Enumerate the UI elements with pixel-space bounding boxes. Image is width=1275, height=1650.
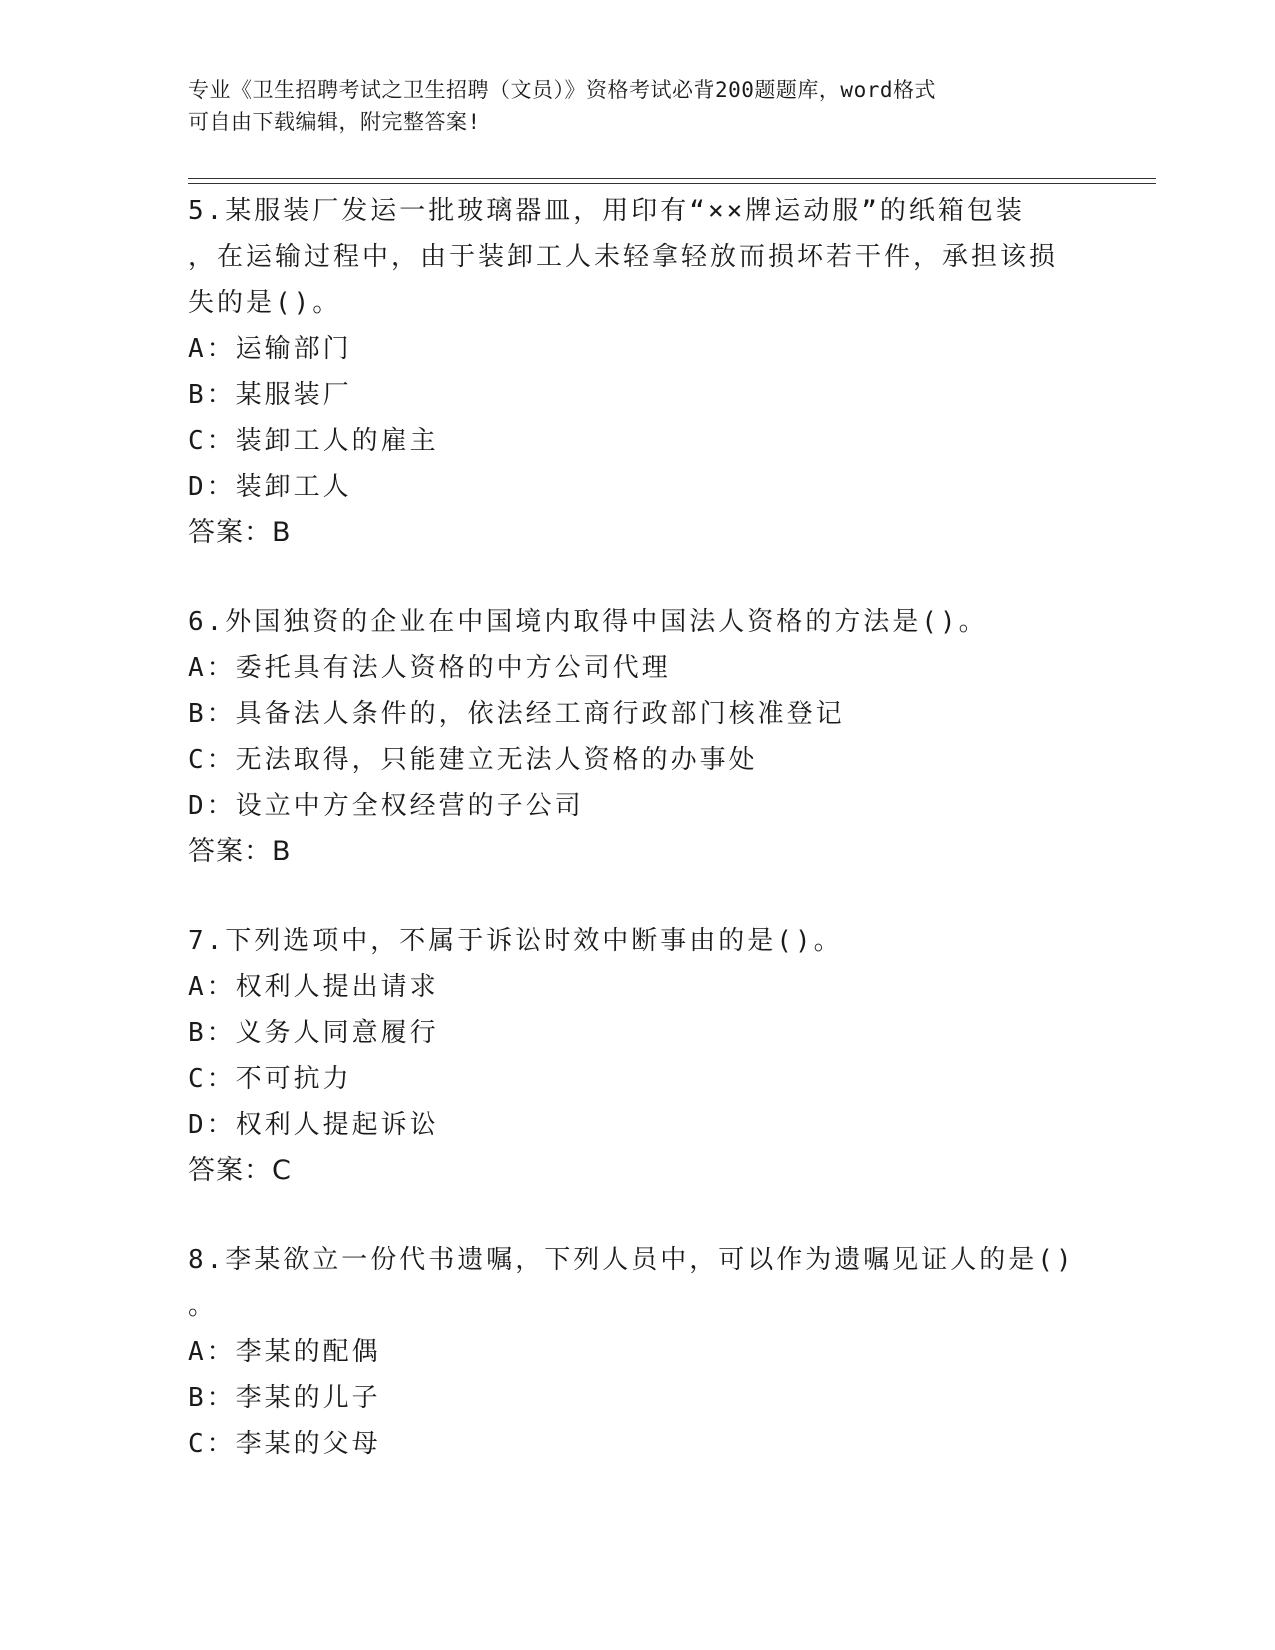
option-d: D：权利人提起诉讼 [188, 1110, 439, 1140]
option-d: D：设立中方全权经营的子公司 [188, 791, 584, 821]
question-spacer [188, 1194, 1088, 1237]
option-b: B：某服装厂 [188, 380, 352, 410]
question-stem-line: 5.某服装厂发运一批玻璃器皿，用印有“××牌运动服”的纸箱包装 [188, 196, 1025, 226]
header-line-2: 可自由下载编辑，附完整答案! [188, 110, 481, 134]
option-b: B：义务人同意履行 [188, 1018, 439, 1048]
question-stem-line: ，在运输过程中，由于装卸工人未轻拿轻放而损坏若干件，承担该损 [188, 242, 1059, 272]
option-a: A：李某的配偶 [188, 1337, 381, 1367]
question-7 [188, 918, 1088, 1194]
option-b: B：李某的儿子 [188, 1383, 381, 1413]
option-c: C：李某的父母 [188, 1429, 381, 1459]
answer-line: 答案：C [188, 1155, 292, 1186]
question-spacer [188, 556, 1088, 599]
option-a: A：运输部门 [188, 334, 352, 364]
option-c: C：不可抗力 [188, 1064, 352, 1094]
option-d: D：装卸工人 [188, 472, 352, 502]
question-list [188, 188, 1088, 1467]
question-5 [188, 188, 1088, 556]
option-c: C：无法取得，只能建立无法人资格的办事处 [188, 745, 758, 775]
question-stem-line: 7.下列选项中，不属于诉讼时效中断事由的是()。 [188, 926, 843, 956]
question-8 [188, 1237, 1088, 1467]
header-line-1: 专业《卫生招聘考试之卫生招聘（文员）》资格考试必背200题题库，word格式 [188, 78, 936, 102]
header-divider-top [188, 178, 1156, 179]
option-c: C：装卸工人的雇主 [188, 426, 439, 456]
option-a: A：权利人提出请求 [188, 972, 439, 1002]
answer-line: 答案：B [188, 517, 292, 548]
question-stem-line: 6.外国独资的企业在中国境内取得中国法人资格的方法是()。 [188, 607, 988, 637]
option-b: B：具备法人条件的，依法经工商行政部门核准登记 [188, 699, 845, 729]
document-header [188, 74, 1068, 138]
question-stem-line: 8.李某欲立一份代书遗嘱，下列人员中，可以作为遗嘱见证人的是() [188, 1245, 1075, 1275]
question-spacer [188, 875, 1088, 918]
answer-line: 答案：B [188, 836, 292, 867]
option-a: A：委托具有法人资格的中方公司代理 [188, 653, 671, 683]
question-6 [188, 599, 1088, 875]
question-stem-line: 。 [188, 1291, 218, 1321]
question-stem-line: 失的是()。 [188, 288, 342, 318]
header-divider-bottom [188, 183, 1156, 184]
